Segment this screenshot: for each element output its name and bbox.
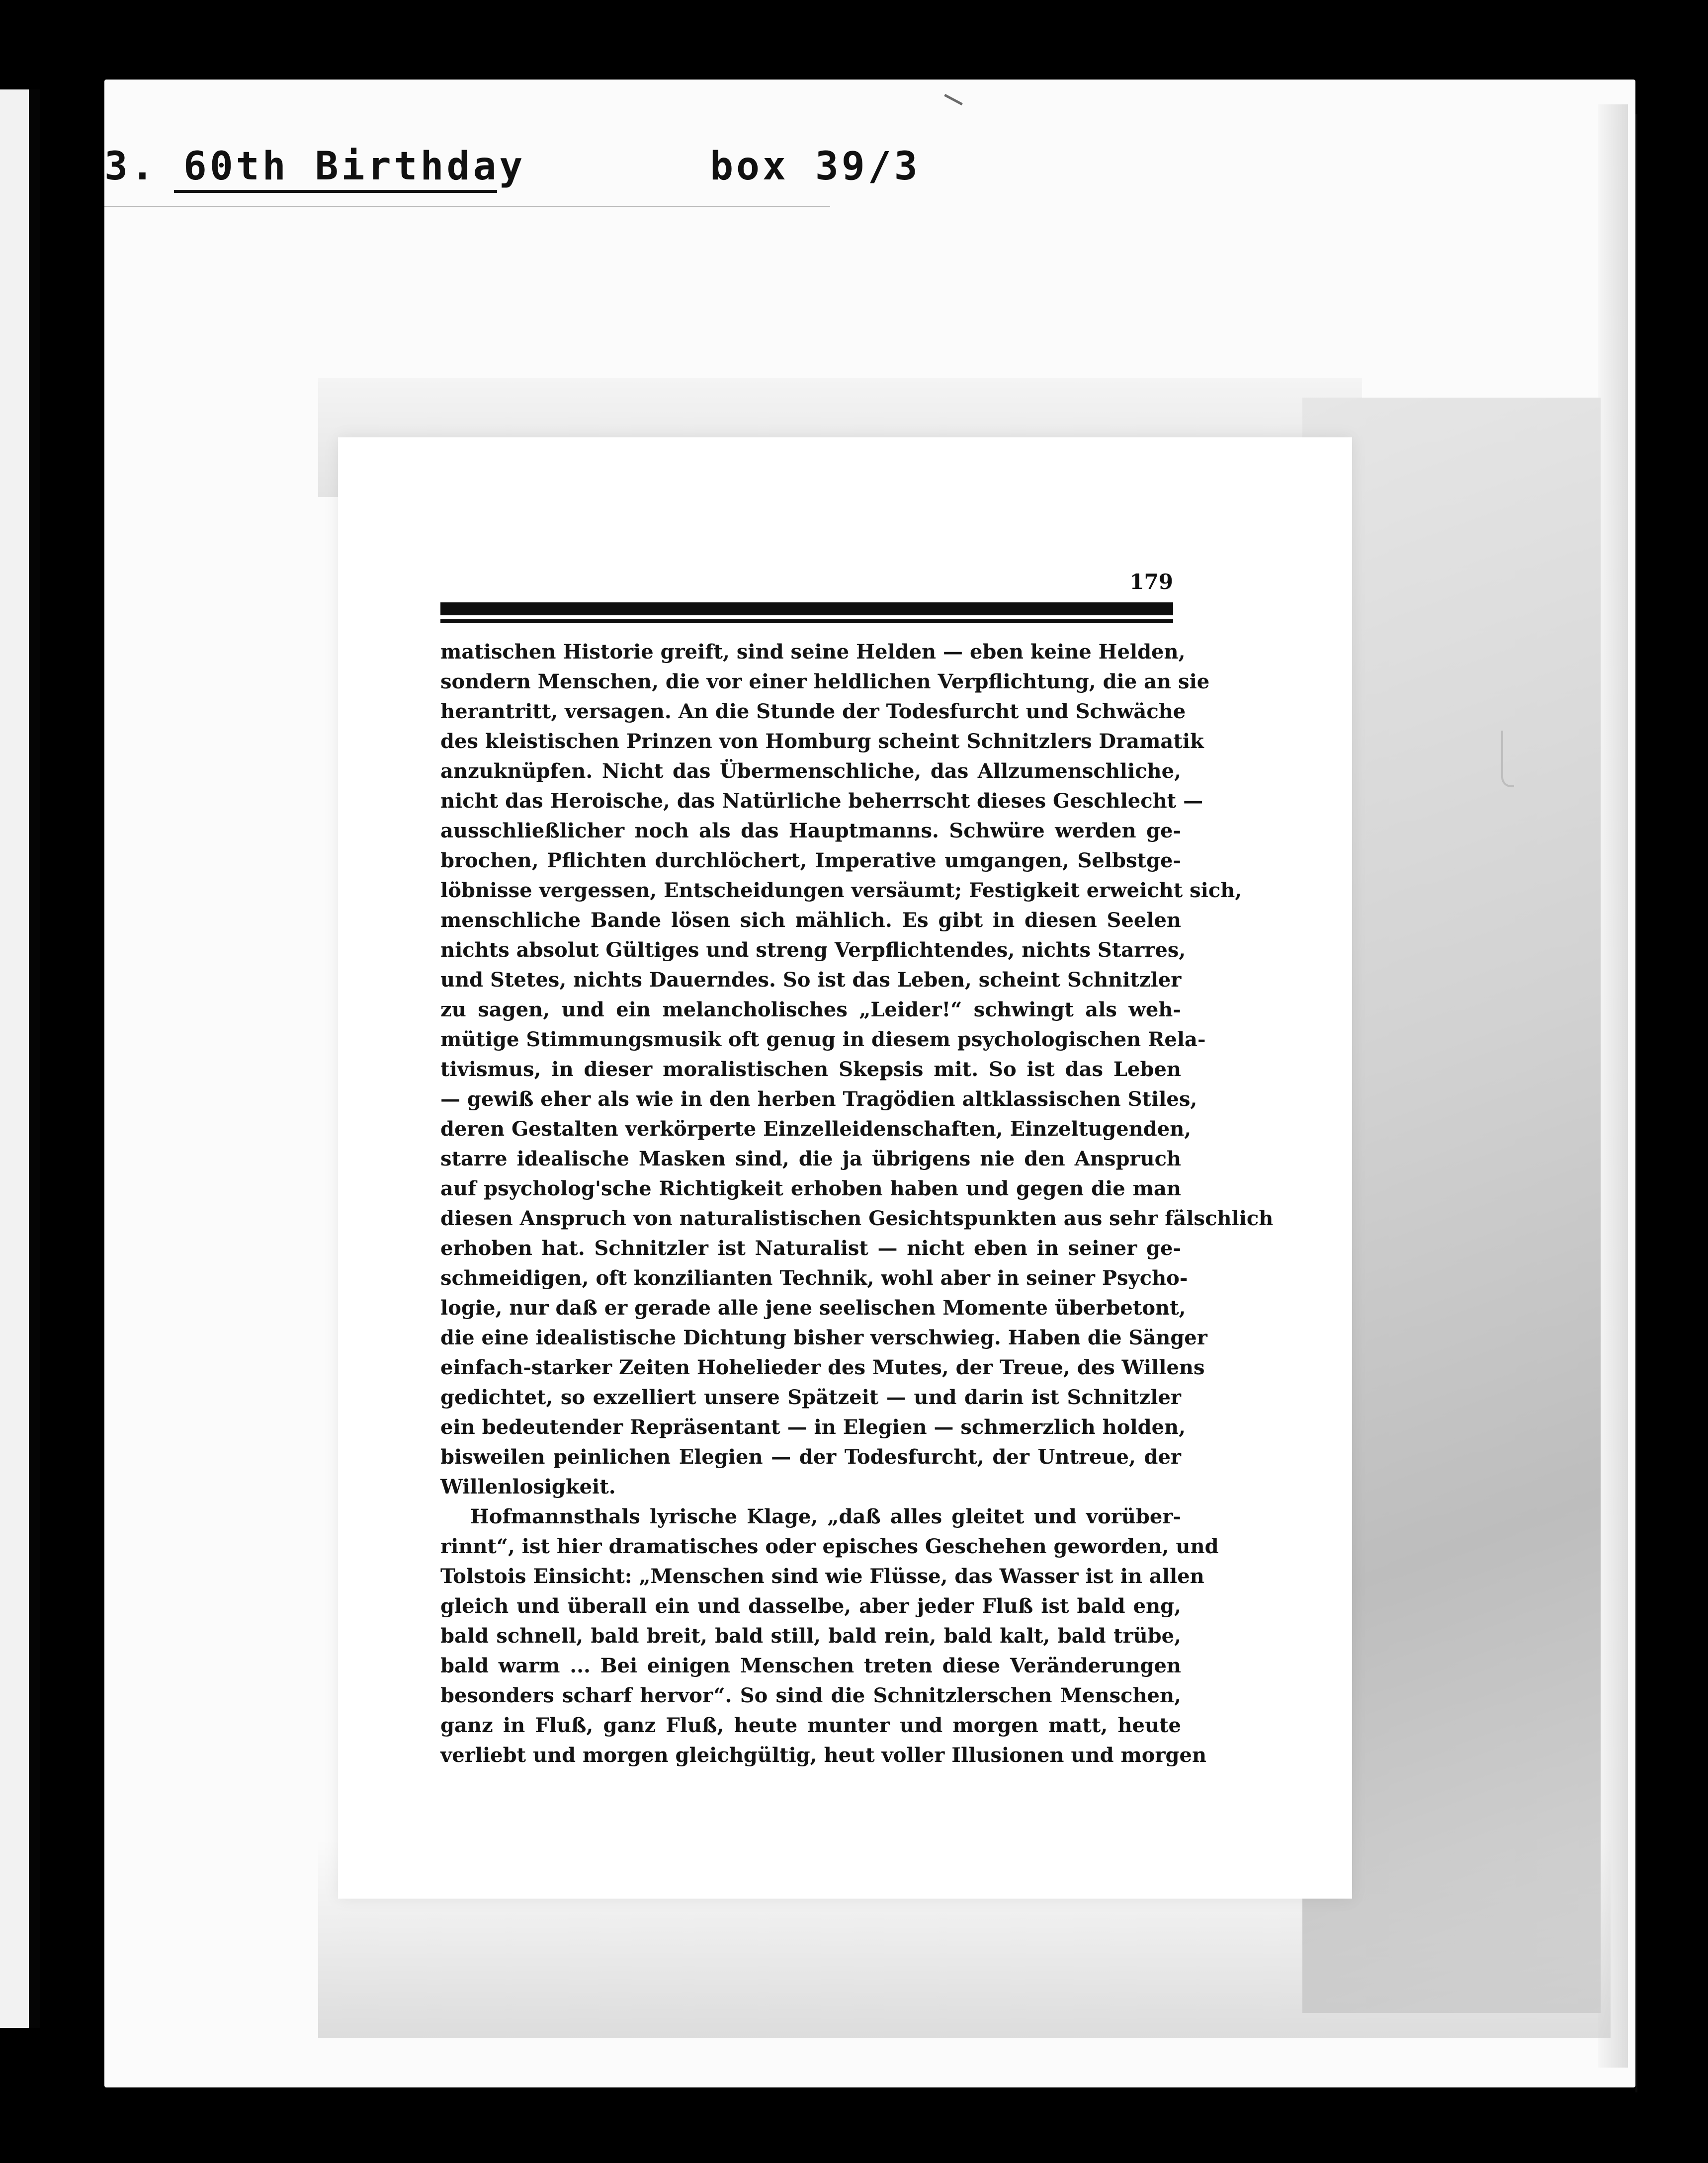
text-line: deren Gestalten verkörperte Einzelleidenschaften, Einzeltugenden, xyxy=(440,1117,1192,1141)
text-line: logie, nur daß er gerade alle jene seelischen Momente überbetont, xyxy=(440,1296,1186,1320)
text-line: ganz in Fluß, ganz Fluß, heute munter und morgen matt, heute xyxy=(440,1714,1181,1737)
text-line: auf psycholog'sche Richtigkeit erhoben haben und gegen die man xyxy=(440,1177,1181,1200)
header-rule-thick xyxy=(440,602,1173,615)
pencil-mark xyxy=(1501,731,1514,787)
header-rule xyxy=(104,206,830,207)
text-line: anzuknüpfen. Nicht das Übermenschliche, das Allzumenschliche, xyxy=(440,759,1181,783)
text-line: bisweilen peinlichen Elegien — der Todesfurcht, der Untreue, der xyxy=(440,1445,1181,1469)
text-line: zu sagen, und ein melancholisches „Leider!“ schwingt als weh- xyxy=(440,998,1181,1021)
text-line: des kleistischen Prinzen von Homburg scheint Schnitzlers Dramatik xyxy=(440,730,1204,753)
text-line: tivismus, in dieser moralistischen Skepsis mit. So ist das Leben xyxy=(440,1058,1181,1081)
text-line: gedichtet, so exzelliert unsere Spätzeit — und darin ist Schnitzler xyxy=(440,1386,1181,1409)
text-line: Willenlosigkeit. xyxy=(440,1475,616,1498)
text-line: Hofmannsthals lyrische Klage, „daß alles gleitet und vorüber- xyxy=(470,1505,1181,1528)
text-line: rinnt“, ist hier dramatisches oder episches Geschehen geworden, und xyxy=(440,1535,1219,1558)
text-line: gleich und überall ein und dasselbe, aber jeder Fluß ist bald eng, xyxy=(440,1594,1181,1618)
text-line: die eine idealistische Dichtung bisher verschwieg. Haben die Sänger xyxy=(440,1326,1207,1349)
text-line: bald schnell, bald breit, bald still, bald rein, bald kalt, bald trübe, xyxy=(440,1624,1181,1648)
text-line: nichts absolut Gültiges und streng Verpflichtendes, nichts Starres, xyxy=(440,938,1186,962)
text-line: herantritt, versagen. An die Stunde der Todesfurcht und Schwäche xyxy=(440,700,1186,723)
sheet-shadow xyxy=(1598,104,1628,2068)
text-line: schmeidigen, oft konzilianten Technik, wohl aber in seiner Psycho- xyxy=(440,1266,1188,1290)
adjacent-sheet-edge xyxy=(0,89,29,2028)
text-line: nicht das Heroische, das Natürliche beherrscht dieses Geschlecht — xyxy=(440,789,1203,813)
article-text xyxy=(440,637,1274,1770)
text-line: einfach-starker Zeiten Hohelieder des Mutes, der Treue, des Willens xyxy=(440,1356,1205,1379)
text-line: bald warm ... Bei einigen Menschen treten diese Veränderungen xyxy=(440,1654,1181,1677)
text-line: ausschließlicher noch als das Hauptmanns. Schwüre werden ge- xyxy=(440,819,1181,842)
header-rule-thin xyxy=(440,619,1173,623)
text-line: ein bedeutender Repräsentant — in Elegien — schmerzlich holden, xyxy=(440,1415,1186,1439)
text-line: sondern Menschen, die vor einer heldlichen Verpflichtung, die an sie xyxy=(440,670,1210,693)
header-underline xyxy=(174,190,497,193)
text-line: starre idealische Masken sind, die ja übrigens nie den Anspruch xyxy=(440,1147,1181,1170)
adjacent-sheet-gap xyxy=(29,89,40,2028)
text-line: brochen, Pflichten durchlöchert, Imperative umgangen, Selbstge- xyxy=(440,849,1181,872)
text-line: Tolstois Einsicht: „Menschen sind wie Flüsse, das Wasser ist in allen xyxy=(440,1565,1204,1588)
text-line: menschliche Bande lösen sich mählich. Es gibt in diesen Seelen xyxy=(440,909,1181,932)
sheet-right-edge xyxy=(1635,114,1637,2092)
text-line: mütige Stimmungsmusik oft genug in diesem psychologischen Rela- xyxy=(440,1028,1206,1051)
text-line: und Stetes, nichts Dauerndes. So ist das Leben, scheint Schnitzler xyxy=(440,968,1182,992)
text-line: besonders scharf hervor“. So sind die Schnitzlerschen Menschen, xyxy=(440,1684,1181,1707)
text-line: — gewiß eher als wie in den herben Tragödien altklassischen Stiles, xyxy=(440,1087,1197,1111)
page-number: 179 xyxy=(1129,570,1173,594)
text-line: löbnisse vergessen, Entscheidungen versäumt; Festigkeit erweicht sich, xyxy=(440,879,1242,902)
text-line: verliebt und morgen gleichgültig, heut voller Illusionen und morgen xyxy=(440,1744,1207,1767)
text-line: erhoben hat. Schnitzler ist Naturalist — nicht eben in seiner ge- xyxy=(440,1237,1181,1260)
text-line: matischen Historie greift, sind seine Helden — eben keine Helden, xyxy=(440,640,1186,664)
archive-header: 3. 60th Birthday box 39/3 xyxy=(104,144,921,189)
text-line: diesen Anspruch von naturalistischen Gesichtspunkten aus sehr fälschlich xyxy=(440,1207,1274,1230)
